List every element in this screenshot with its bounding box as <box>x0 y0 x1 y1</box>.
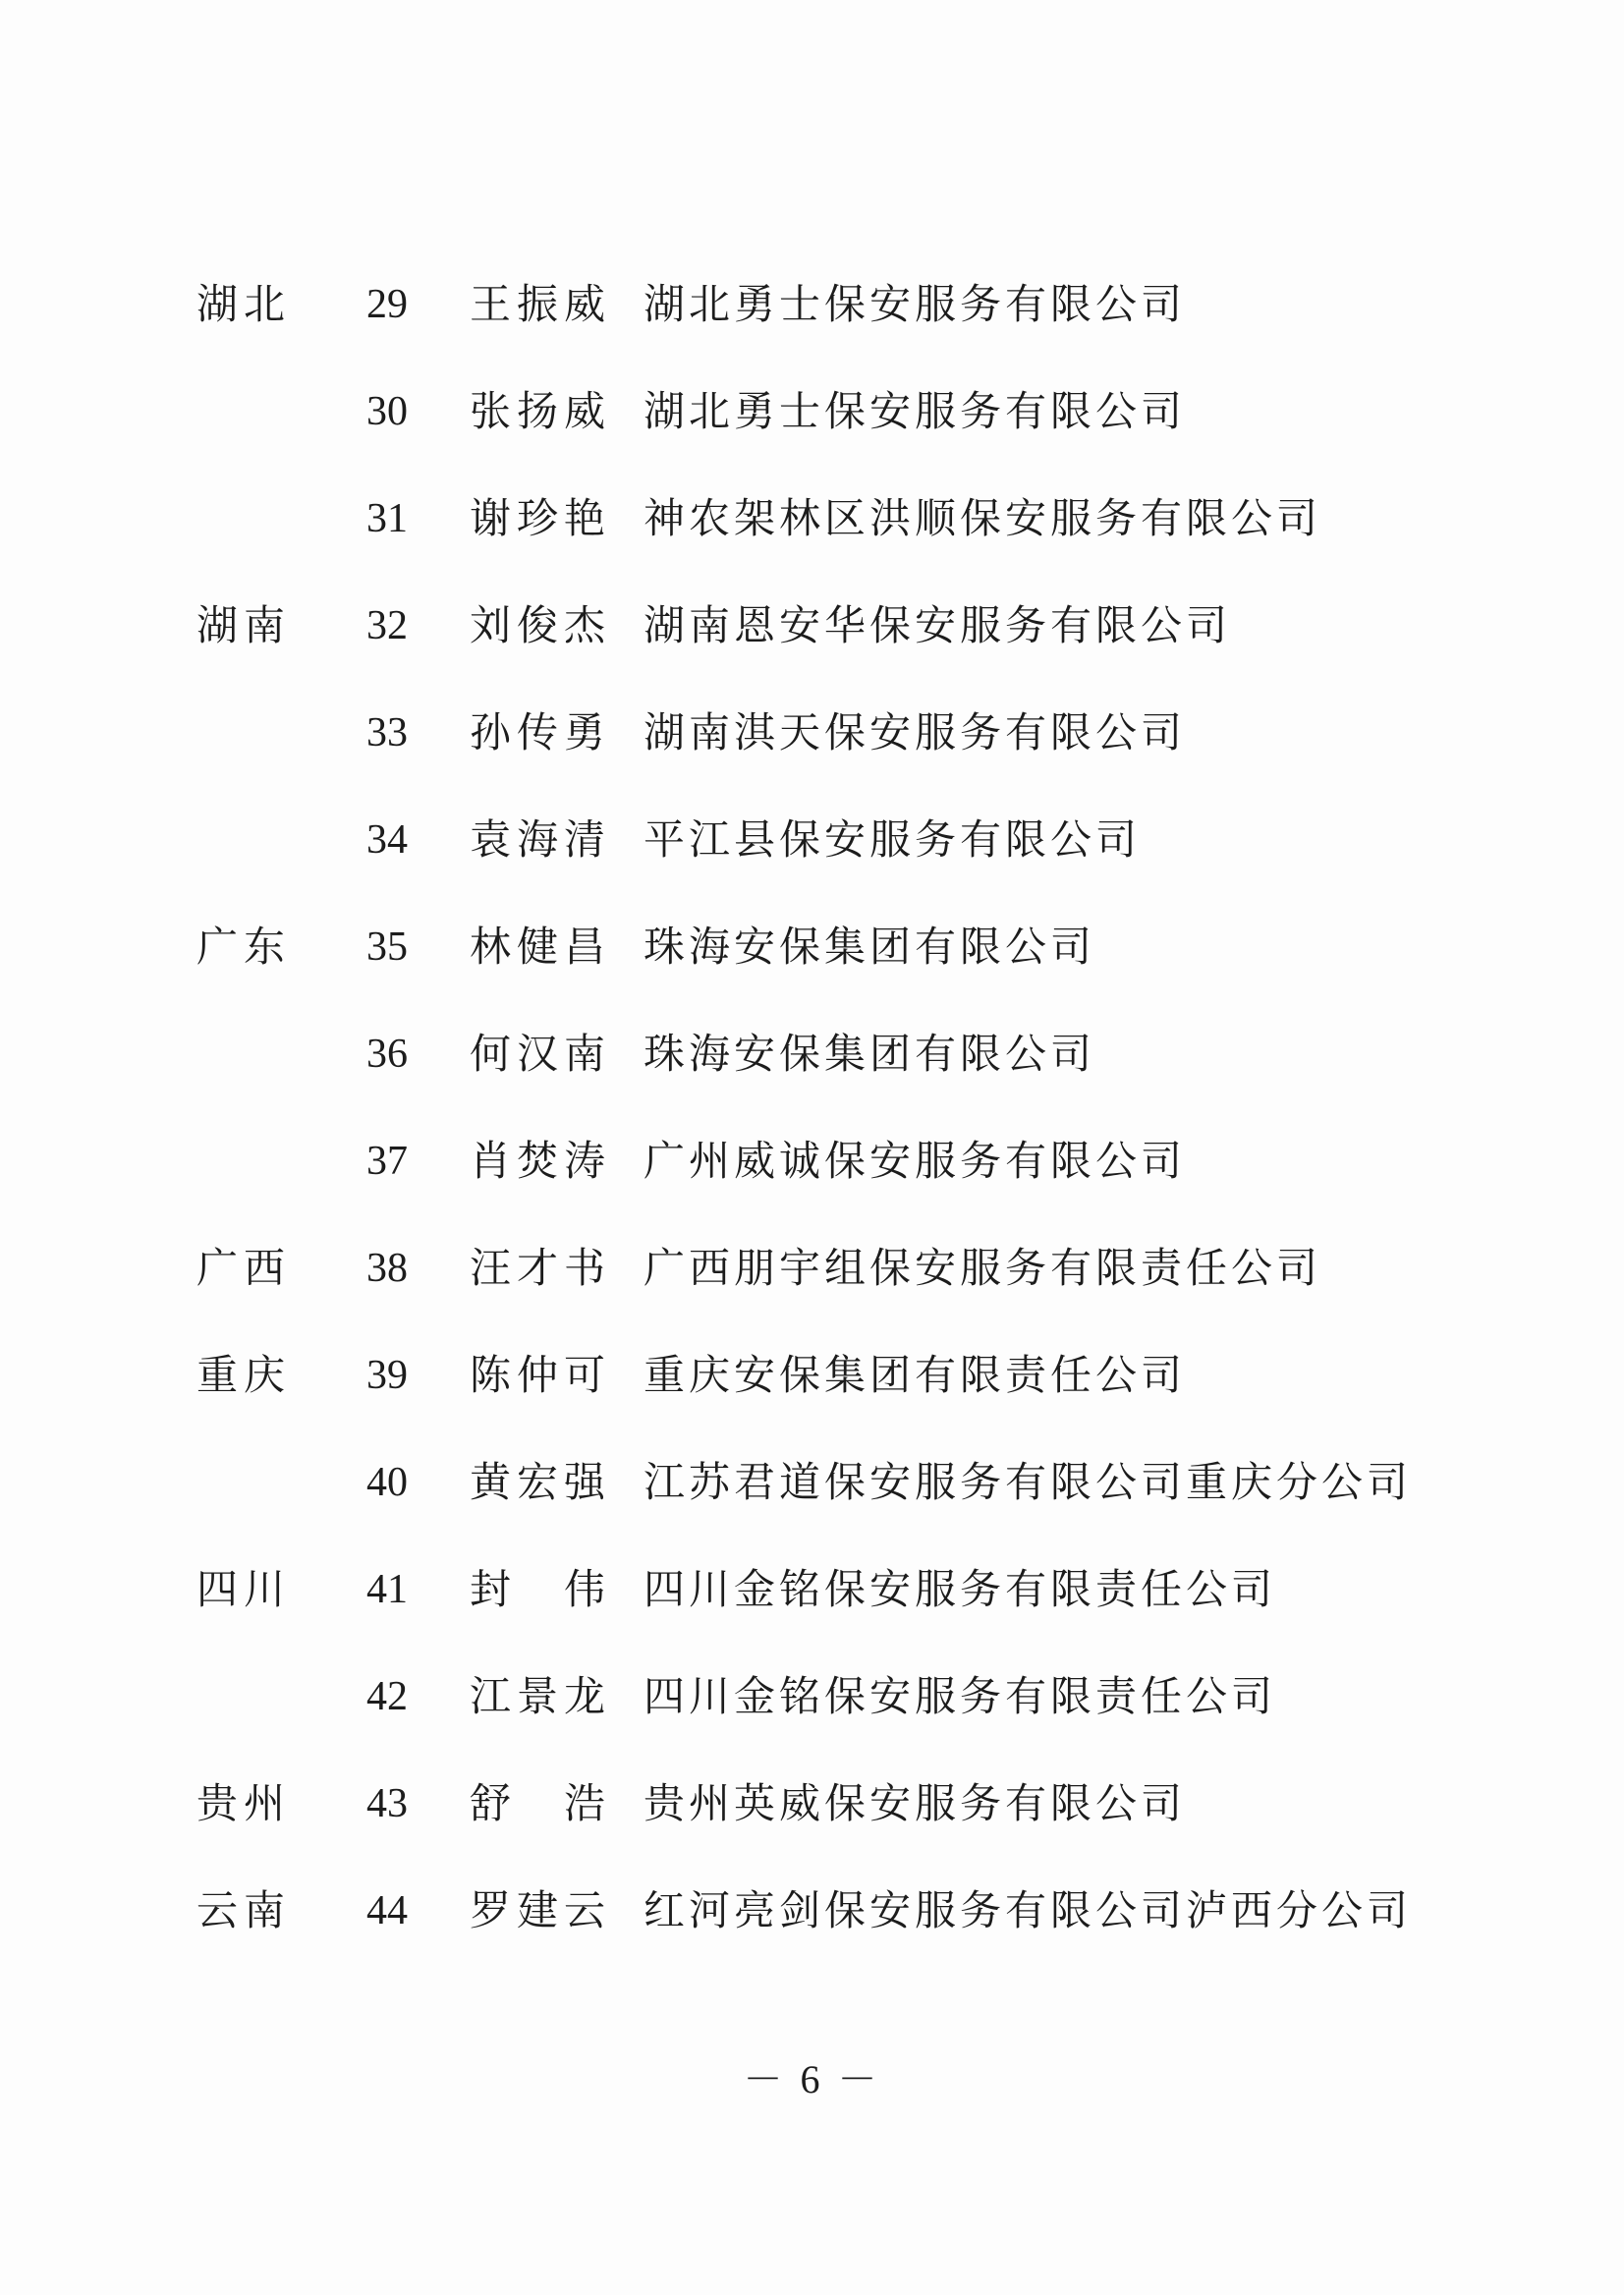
list-row <box>0 1346 1624 1453</box>
person-name: 汪才书 <box>470 1244 612 1292</box>
person-name: 刘俊杰 <box>470 601 612 649</box>
person-name: 黄宏强 <box>470 1458 612 1506</box>
province-cell: 重庆 <box>196 1351 292 1399</box>
company-name: 广西朋宇组保安服务有限责任公司 <box>644 1244 1322 1292</box>
number-cell: 37 <box>366 1139 408 1184</box>
list-row <box>0 1025 1624 1132</box>
province-cell: 四川 <box>196 1565 292 1613</box>
number-cell: 32 <box>366 603 408 648</box>
company-name: 湖南恩安华保安服务有限公司 <box>644 601 1232 649</box>
list-row <box>0 1881 1624 1988</box>
company-name: 四川金铭保安服务有限责任公司 <box>644 1565 1277 1613</box>
province-cell: 湖南 <box>196 601 292 649</box>
province-cell: 广东 <box>196 923 292 971</box>
person-name: 何汉南 <box>470 1030 612 1078</box>
company-name: 珠海安保集团有限公司 <box>644 1030 1096 1078</box>
person-name: 舒 浩 <box>470 1779 612 1827</box>
number-cell: 31 <box>366 496 408 541</box>
company-name: 四川金铭保安服务有限责任公司 <box>644 1672 1277 1720</box>
number-cell: 40 <box>366 1460 408 1505</box>
person-name: 江景龙 <box>470 1672 612 1720</box>
person-name: 张扬威 <box>470 387 612 435</box>
company-name: 湖南淇天保安服务有限公司 <box>644 708 1187 756</box>
number-cell: 29 <box>366 282 408 327</box>
province-cell: 湖北 <box>196 280 292 328</box>
province-cell: 广西 <box>196 1244 292 1292</box>
person-name: 孙传勇 <box>470 708 612 756</box>
list-row <box>0 1774 1624 1881</box>
company-name: 湖北勇士保安服务有限公司 <box>644 387 1187 435</box>
list-row <box>0 1667 1624 1774</box>
number-cell: 35 <box>366 924 408 970</box>
company-name: 红河亮剑保安服务有限公司泸西分公司 <box>644 1886 1413 1934</box>
list-row <box>0 811 1624 918</box>
page-number: － 6 － <box>743 2057 881 2101</box>
list-row <box>0 1132 1624 1239</box>
company-name: 重庆安保集团有限责任公司 <box>644 1351 1187 1399</box>
list-row <box>0 703 1624 811</box>
list-row <box>0 489 1624 596</box>
person-name: 王振威 <box>470 280 612 328</box>
list-row <box>0 275 1624 382</box>
list-row <box>0 918 1624 1025</box>
company-name: 平江县保安服务有限公司 <box>644 815 1142 864</box>
number-cell: 41 <box>366 1567 408 1612</box>
number-cell: 38 <box>366 1246 408 1291</box>
person-name: 肖焚涛 <box>470 1137 612 1185</box>
list-row <box>0 1239 1624 1346</box>
number-cell: 43 <box>366 1781 408 1826</box>
number-cell: 33 <box>366 710 408 756</box>
company-name: 贵州英威保安服务有限公司 <box>644 1779 1187 1827</box>
company-name: 珠海安保集团有限公司 <box>644 923 1096 971</box>
number-cell: 34 <box>366 817 408 863</box>
person-name: 封 伟 <box>470 1565 612 1613</box>
person-name: 林健昌 <box>470 923 612 971</box>
number-cell: 44 <box>366 1888 408 1933</box>
number-cell: 42 <box>366 1674 408 1719</box>
company-name: 神农架林区洪顺保安服务有限公司 <box>644 494 1322 542</box>
list-row <box>0 1560 1624 1667</box>
company-name: 湖北勇士保安服务有限公司 <box>644 280 1187 328</box>
province-cell: 云南 <box>196 1886 292 1934</box>
company-name: 广州威诚保安服务有限公司 <box>644 1137 1187 1185</box>
person-name: 谢珍艳 <box>470 494 612 542</box>
number-cell: 30 <box>366 389 408 434</box>
list-row <box>0 1453 1624 1560</box>
personnel-list <box>0 275 1624 1988</box>
person-name: 罗建云 <box>470 1886 612 1934</box>
person-name: 袁海清 <box>470 815 612 864</box>
province-cell: 贵州 <box>196 1779 292 1827</box>
number-cell: 36 <box>366 1032 408 1077</box>
person-name: 陈仲可 <box>470 1351 612 1399</box>
number-cell: 39 <box>366 1353 408 1398</box>
list-row <box>0 382 1624 489</box>
list-row <box>0 596 1624 703</box>
company-name: 江苏君道保安服务有限公司重庆分公司 <box>644 1458 1413 1506</box>
